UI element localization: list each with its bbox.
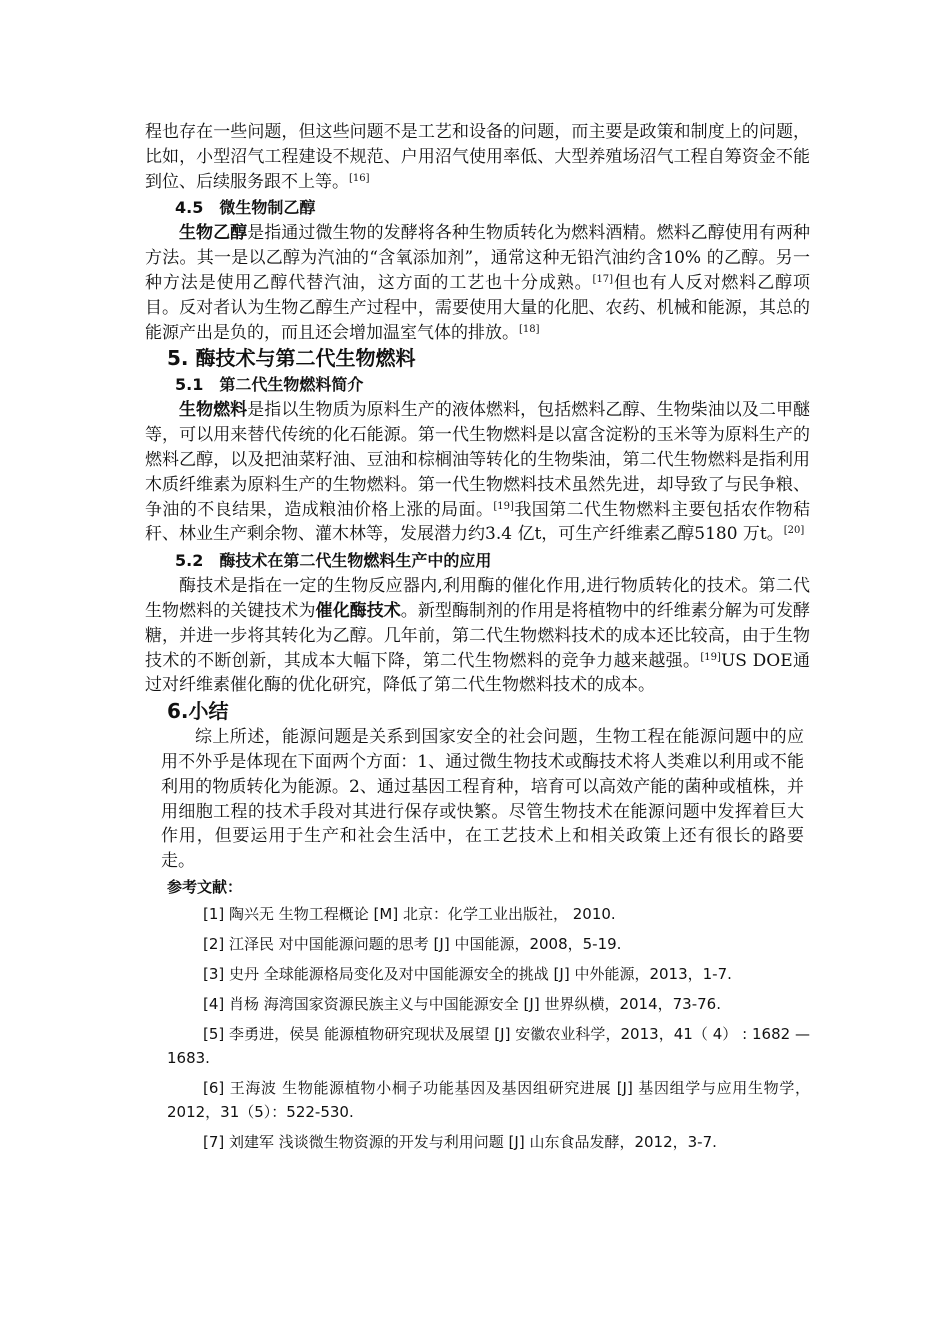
reference-item: [3] 史丹 全球能源格局变化及对中国能源安全的挑战 [J] 中外能源，2013，1-7. [203,964,732,983]
bold-term: 生物燃料 [179,400,248,421]
paragraph-text: 酶技术是指在一定的生物反应器内,利用酶的催化作用,进行物质转化的技术。第二代生物燃料的关键技术为 [145,576,810,621]
bold-term: 催化酶技术 [315,600,401,621]
paragraph-text: 是指以生物质为原料生产的液体燃料，包括燃料乙醇、生物柴油以及二甲醚等，可以用来替代传统的化石能源。第一代生物燃料是以富含淀粉的玉米等为原料生产的燃料乙醇，以及把油菜籽油、豆油和棕榈油等转化的生物柴油，第二代生物燃料是指利用木质纤维素为原料生产的生物燃料。第一代生物燃料技术虽然先进，却导致了与民争粮、争油的不良结果，造成粮油价格上涨的局面。 [145,400,811,520]
paragraph-text: 。新型酶制剂的作用是将植物中的纤维素分解为可发酵糖，并进一步将其转化为乙醇。几年前，第二代生物燃料技术的成本还比较高，由于生物技术的不断创新，其成本大幅下降，第二代生物燃料的竞争力越来越强。 [145,600,811,671]
citation: [18] [519,323,540,335]
paragraph-text: 是指通过微生物的发酵将各种生物质转化为燃料酒精。燃料乙醇使用有两种方法。其一是以乙醇为汽油的“含氧添加剂”，通常这种无铅汽油约含10% 的乙醇。另一种方法是使用乙醇代替汽油，这方面的工艺也十分成熟。 [145,223,811,293]
paragraph-biofuel [145,398,810,547]
paragraph-summary: 综上所述，能源问题是关系到国家安全的社会问题，生物工程在能源问题中的应用不外乎是体现在下面两个方面：1、通过微生物技术或酶技术将人类难以利用或不能利用的物质转化为能源。2、通过基因工程育种，培育可以高效产能的菌种或植株，并用细胞工程的技术手段对其进行保存或快繁。尽管生物技术在能源问题中发挥着巨大作用，但要运用于生产和社会生活中，在工艺技术上和相关政策上还有很长的路要走。 [161,727,804,872]
reference-item: [7] 刘建军 浅谈微生物资源的开发与利用问题 [J] 山东食品发酵，2012，3-7. [203,1132,717,1151]
reference-item: [6] 王海波 生物能源植物小桐子功能基因及基因组研究进展 [J] 基因组学与应用生物学，2012，31（5）：522-530. [167,1078,810,1121]
reference-item: [5] 李勇进，侯昊 能源植物研究现状及展望 [J] 安徽农业科学，2013，41（ 4） : 1682 — 1683. [167,1024,810,1067]
citation: [19] [700,651,721,663]
citation: [20] [783,525,805,537]
paragraph-enzyme-tech [145,574,810,698]
paragraph-bioethanol [145,221,810,345]
references-heading: 参考文献： [167,877,243,896]
citation: [19] [493,500,514,512]
document-page [145,120,810,1160]
paragraph-text: 程也存在一些问题，但这些问题不是工艺和设备的问题，而主要是政策和制度上的问题，比如，小型沼气工程建设不规范、户用沼气使用率低、大型养殖场沼气工程自筹资金不能到位、后续服务跟不上等。 [145,122,810,192]
reference-item: [1] 陶兴无 生物工程概论 [M] 北京：化学工业出版社， 2010. [203,904,616,923]
citation: [16] [349,172,370,184]
section-heading-5-2: 5.2 酶技术在第二代生物燃料生产中的应用 [175,551,492,571]
section-heading-5: 5. 酶技术与第二代生物燃料 [167,346,416,371]
paragraph-biogas-issues [145,120,810,194]
reference-item: [4] 肖杨 海湾国家资源民族主义与中国能源安全 [J] 世界纵横，2014，73-76. [203,994,721,1013]
reference-list [145,902,810,1154]
section-heading-4-5: 4.5 微生物制乙醇 [175,198,316,218]
paragraph-text: US DOE通过对纤维素催化酶的优化研究，降低了第二代生物燃料技术的成本。 [145,650,811,696]
paragraph-text: 但也有人反对燃料乙醇项目。反对者认为生物乙醇生产过程中，需要使用大量的化肥、农药、机械和能源，其总的能源产出是负的，而且还会增加温室气体的排放。 [145,272,810,343]
citation: [17] [592,273,614,285]
paragraph-text: 我国第二代生物燃料主要包括农作物秸秆、林业生产剩余物、灌木林等，发展潜力约3.4 亿t，可生产纤维素乙醇5180 万t。 [145,499,811,545]
section-heading-6: 6.小结 [167,699,229,724]
section-heading-5-1: 5.1 第二代生物燃料简介 [175,375,364,395]
reference-item: [2] 江泽民 对中国能源问题的思考 [J] 中国能源，2008，5-19. [203,934,622,953]
bold-term: 生物乙醇 [179,223,248,244]
